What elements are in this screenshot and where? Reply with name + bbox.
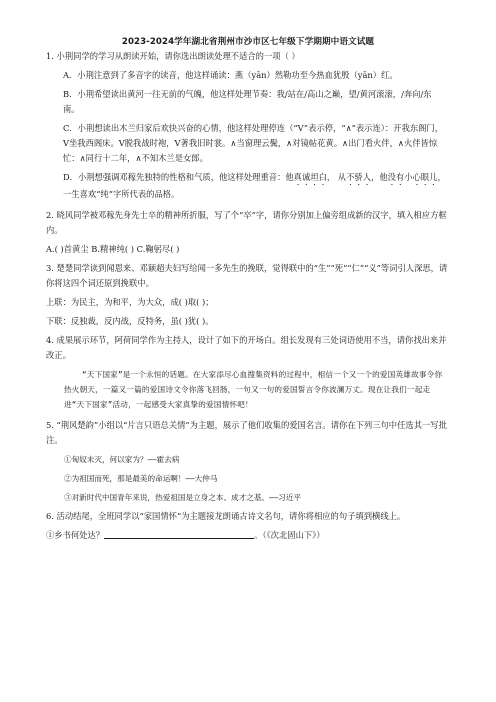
question-3-stem: 3. 楚楚同学读到闻恩来、邓颖超夫妇写给闻一多先生的挽联，觉得联中的“生”“死”“仁”“义”等词引人深思，请你将这四个词还原到挽联中。 xyxy=(46,263,448,288)
couplet-lower: 下联：反独裁，反内战，反特务，虽( )犹( )。 xyxy=(46,316,214,326)
option-d-text: 小 xyxy=(404,172,413,182)
question-2-options: A.( )首黄尘 B.精神纯( ) C.鞠躬尽( ) xyxy=(46,244,180,254)
item-1-prefix: ①乡书何处达？ xyxy=(46,530,105,540)
question-1-stem: 1. 小荆同学的学习从朗读开始，请你选出朗读处理不适合的一项（ ） xyxy=(46,51,300,61)
question-1-option-c: C．小荆想读出木兰归家后欢快兴奋的心情，他这样处理停连（“V”表示停，“∧”表示连）：开我东阁门，V坐我西阁床。V脱我战时袍，V著我旧时裳。∧当窗理云鬓，∧对镜帖花黄。∧出门看火伴，∧火伴皆惊忙：∧同行十二年，∧不知木兰是女郎。 xyxy=(63,123,444,163)
saying-2: ②为祖国而死，那是最美的命运啊！——大仲马 xyxy=(64,474,218,483)
host-opening-quote: “天下国家”是一个永恒的话题。在大家添尽心血搜集资料的过程中，相信一个又一个的爱国英雄故事令你热火朝天，一篇又一篇的爱国诗文令你落飞回肠，一句又一句的爱国誓言令你波澜万丈。现在让我们一起走进“天下国家”活动，一起感受大家真挚的爱国情怀吧！ xyxy=(64,370,443,409)
option-d-text: ，一生喜欢“纯”字所代表的品格。 xyxy=(63,172,446,199)
question-1-option-b: B．小荆希望读出黄河一往无前的气魄，他这样处理节奏：我/站在/高山之巅，望/黄河滚滚，/奔向/东南。 xyxy=(63,89,432,114)
document-title: 2023-2024学年湖北省荆州市沙市区七年级下学期期中语文试题 xyxy=(121,37,375,47)
question-2-stem: 2. 晓风同学被邓稼先身先士卒的精神所折服，写了个“卒”字，请你分别加上偏旁组成新的汉字，填入相应方框内。 xyxy=(46,210,447,235)
question-5-stem: 5. “荆风楚韵”小组以“片言只语总关情”为主题，展示了他们收集的爱国名言。请你在下列三句中任选其一写批注。 xyxy=(46,420,447,445)
emphasis-text: 真诚坦白 xyxy=(293,172,327,182)
saying-3: ③对新时代中国青年来说，热爱祖国是立身之本、成才之基。——习近平 xyxy=(64,493,301,502)
emphasis-text: 心眼儿 xyxy=(412,172,438,182)
question-6-item-1 xyxy=(46,528,448,543)
answer-blank[interactable] xyxy=(104,529,254,539)
question-1-option-a: A．小荆注意到了多音字的读音，他这样诵读：燕（yān）然勒功至今热血犹殷（yān）红。 xyxy=(63,70,398,80)
item-1-suffix: 。（《次北固山下》） xyxy=(254,530,325,540)
option-d-text: D．小荆想强调邓稼先独特的性格和气质，他这样处理重音：他 xyxy=(63,172,294,182)
question-6-stem: 6. 活动结尾，全班同学以“家国情怀”为主题接龙朗诵古诗文名句，请你将相应的句子填到横线上。 xyxy=(46,511,406,521)
document-body xyxy=(46,49,448,543)
option-d-text: ，他 xyxy=(371,172,388,182)
question-4-stem: 4. 成果展示环节，阿荷同学作为主持人，设计了如下的开场白。组长发现有三处词语使用不当，请你找出来并改正。 xyxy=(46,335,447,360)
emphasis-text: 不骄人 xyxy=(346,172,372,182)
saying-1: ①匈奴未灭，何以家为？——霍去病 xyxy=(64,455,180,464)
option-d-text: ， 从 xyxy=(326,172,347,182)
couplet-upper: 上联：为民主，为和平，为大众，成( )取( )； xyxy=(46,297,214,307)
question-1-option-d xyxy=(46,170,448,202)
emphasis-text: 没有 xyxy=(387,172,405,182)
